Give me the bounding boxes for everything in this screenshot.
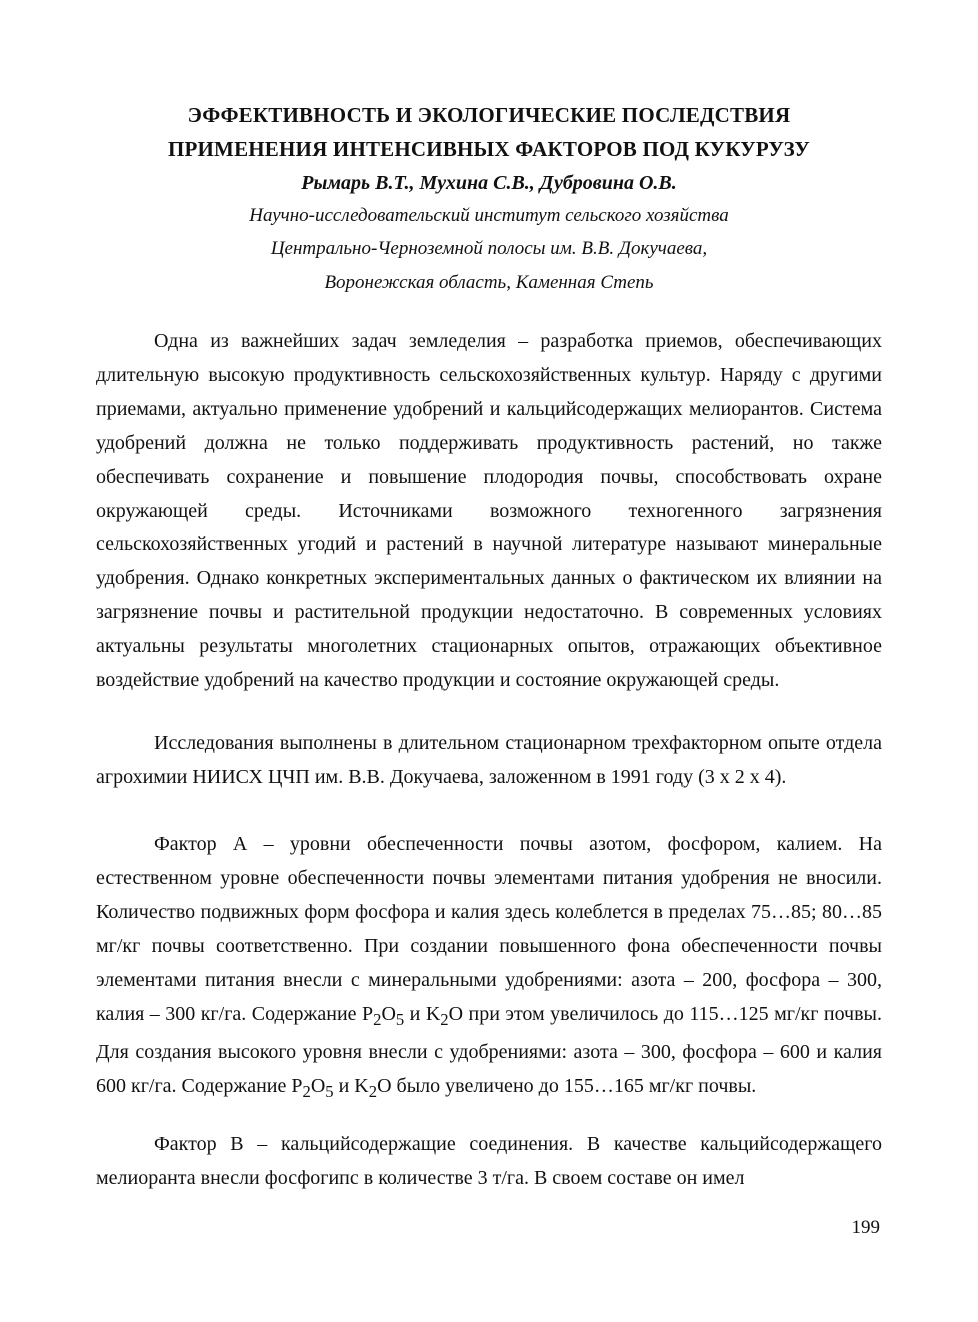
subscript-o5: 5 [395,1009,405,1029]
paragraph-factor-b: Фактор В – кальцийсодержащие соединения. В качестве кальцийсодержащего мелиоранта внесли фосфогипс в количестве 3 т/га. В своем составе он имел [96,1133,882,1189]
subscript-p2: 2 [373,1009,382,1029]
paragraph-factor-a [96,828,882,1109]
article-title-line-1: ЭФФЕКТИВНОСТЬ И ЭКОЛОГИЧЕСКИЕ ПОСЛЕДСТВИЯ [187,103,791,127]
paragraph-introduction: Одна из важнейших задач земледелия – разработка приемов, обеспечивающих длительную высокую продуктивность сельскохозяйственных культур. Наряду с другими приемами, актуально применение удобрений и кальцийсодержащих мелиорантов. Система удобрений должна не только поддерживать продуктивность растений, но также обеспечивать сохранение и повышение плодородия почвы, способствовать охране окружающей среды. Источниками возможного техногенного загрязнения сельскохозяйственных угодий и растений в научной литературе называют минеральные удобрения. Однако конкретных экспериментальных данных о фактическом их влиянии на загрязнение почвы и растительной продукции недостаточно. В современных условиях актуальны результаты многолетних стационарных опытов, отражающих объективное воздействие удобрений на качество продукции и состояние окружающей среды. [96,330,882,692]
factor-a-text-3: и K [404,1002,441,1025]
subscript-k2: 2 [440,1009,449,1029]
affiliation-line-3: Воронежская область, Каменная Степь [324,272,654,293]
paragraph-experiment: Исследования выполнены в длительном стационарном трехфакторном опыте отдела агрохимии НИИСХ ЦЧП им. В.В. Докучаева, заложенном в 1991 году (3 х 2 х 4). [96,732,882,788]
factor-a-text-2: O [381,1002,396,1025]
authors: Рымарь В.Т., Мухина С.В., Дубровина О.В. [301,172,677,194]
subscript-o5-second: 5 [325,1082,334,1102]
factor-a-text-4: O при этом увеличилось до 115…125 мг/кг почвы. Для создания высокого уровня внесли с удобрениями: азота – 300, фосфора – 600 и калия 600 кг/га. Содержание P [96,1002,882,1098]
article-title-line-2: ПРИМЕНЕНИЯ ИНТЕНСИВНЫХ ФАКТОРОВ ПОД КУКУРУЗУ [167,137,811,161]
subscript-p2-second: 2 [302,1082,311,1102]
affiliation-line-1: Научно-исследовательский институт сельского хозяйства [249,205,729,226]
page-number: 199 [851,1217,880,1238]
factor-a-text-6: и K [333,1075,369,1098]
subscript-k2-second: 2 [368,1082,378,1102]
factor-a-text-7: O было увеличено до 155…165 мг/кг почвы. [377,1075,757,1098]
factor-a-text-5: O [310,1075,326,1098]
affiliation-line-2: Центрально-Черноземной полосы им. В.В. Докучаева, [270,238,708,259]
factor-a-text-1: Фактор А – уровни обеспеченности почвы азотом, фосфором, калием. На естественном уровне обеспеченности почвы элементами питания удобрения не вносили. Количество подвижных форм фосфора и калия здесь колеблется в пределах 75…85; 80…85 мг/кг почвы соответственно. При создании повышенного фона обеспеченности почвы элементами питания внесли с минеральными удобрениями: азота – 200, фосфора – 300, калия – 300 кг/га. Содержание P [96,833,882,1025]
